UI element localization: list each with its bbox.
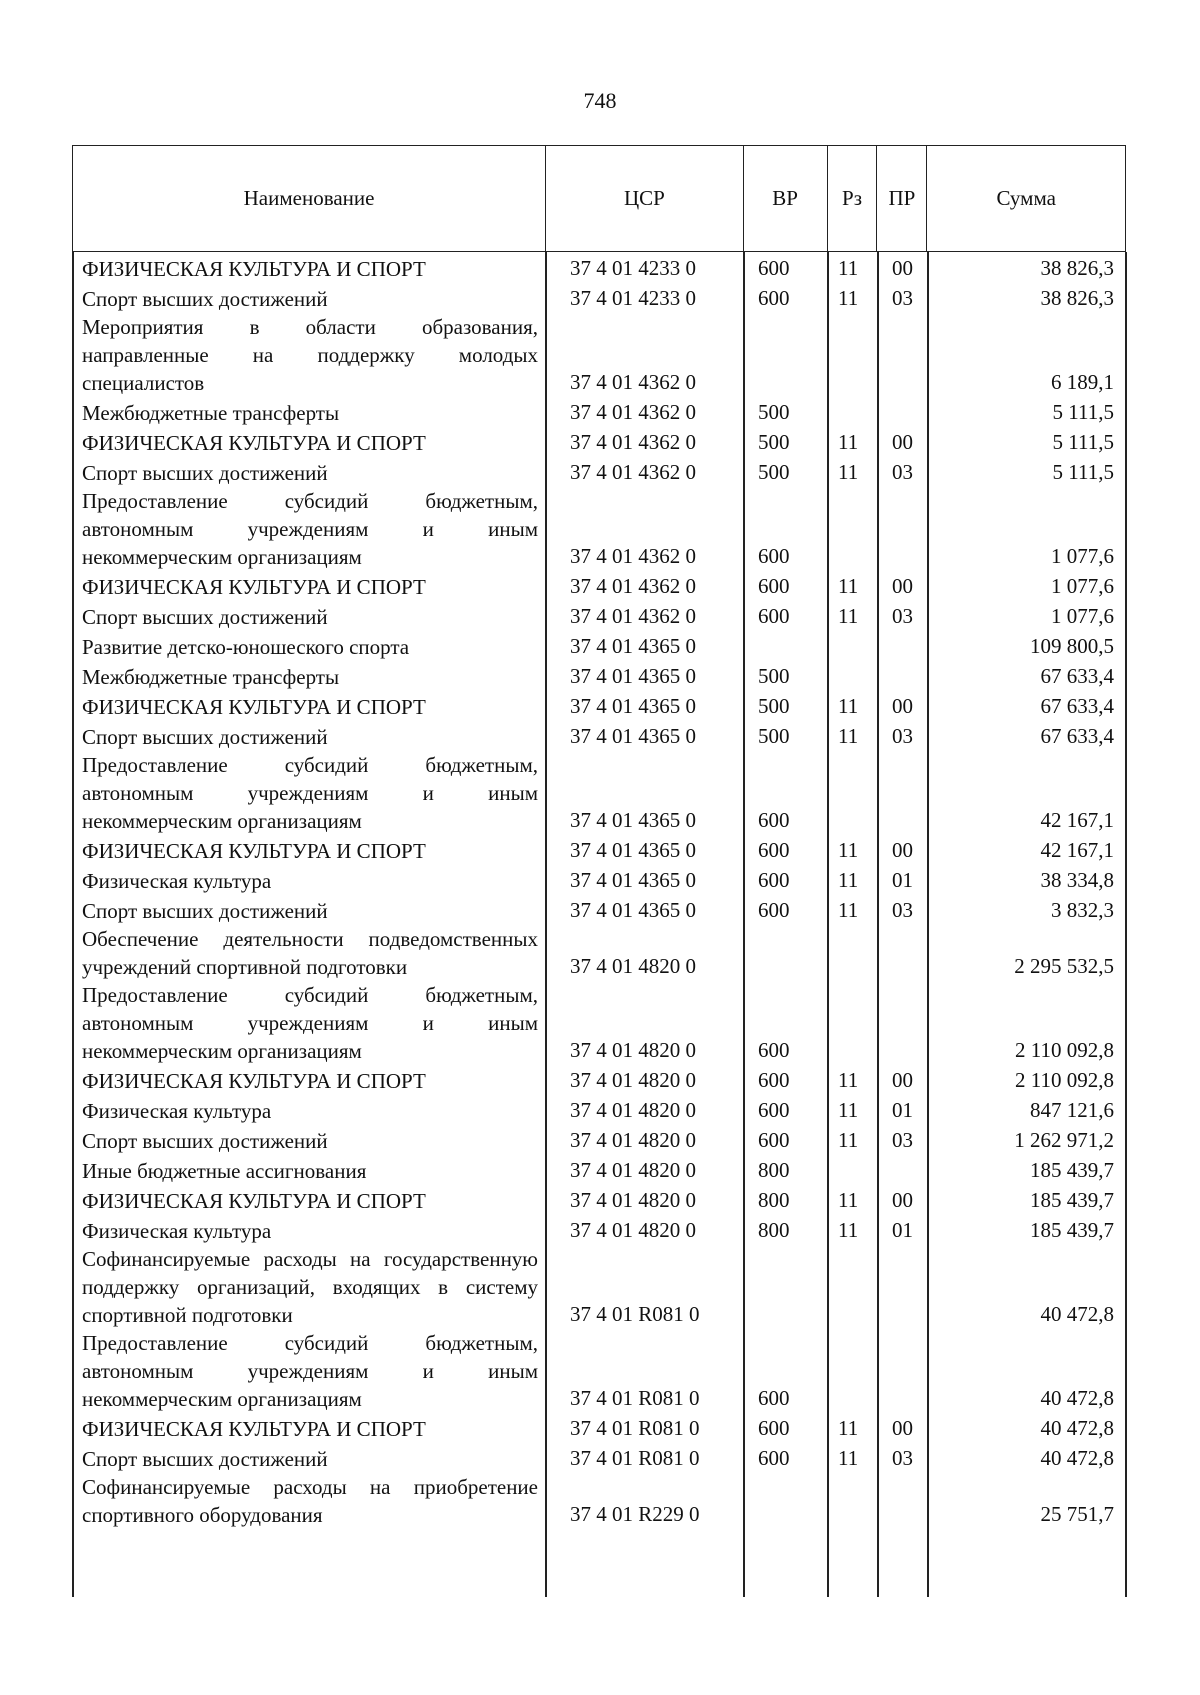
cell-csr: 37 4 01 4365 0 (570, 898, 696, 922)
cell-name: Спорт высших достижений (82, 899, 328, 923)
cell-rz: 11 (838, 1128, 859, 1152)
cell-pr: 00 (892, 430, 913, 454)
table-row (72, 397, 1126, 427)
cell-name: Предоставление субсидий бюджетным, автономным учреждениям и иным некоммерческим организациям (82, 489, 538, 569)
cell-name: Предоставление субсидий бюджетным, автономным учреждениям и иным некоммерческим организациям (82, 983, 538, 1063)
cell-csr: 37 4 01 4820 0 (570, 1068, 696, 1092)
cell-rz: 11 (838, 286, 859, 310)
table-row (72, 457, 1126, 487)
cell-name: ФИЗИЧЕСКАЯ КУЛЬТУРА И СПОРТ (82, 1417, 426, 1441)
table-row (72, 601, 1126, 631)
table-row (72, 571, 1126, 601)
cell-vr: 600 (758, 1128, 790, 1152)
table-header (72, 145, 1126, 252)
cell-vr: 600 (758, 1416, 790, 1440)
cell-rz: 11 (838, 604, 859, 628)
cell-rz: 11 (838, 574, 859, 598)
cell-name: Развитие детско-юношеского спорта (82, 635, 410, 659)
cell-name: ФИЗИЧЕСКАЯ КУЛЬТУРА И СПОРТ (82, 695, 426, 719)
cell-name: Спорт высших достижений (82, 1129, 328, 1153)
page-number: 748 (583, 88, 617, 113)
cell-sum: 38 826,3 (1040, 256, 1114, 280)
cell-pr: 03 (892, 1446, 913, 1470)
cell-vr: 600 (758, 1068, 790, 1092)
cell-name: Предоставление субсидий бюджетным, автономным учреждениям и иным некоммерческим организациям (82, 1331, 538, 1411)
cell-pr: 03 (892, 604, 913, 628)
cell-name: Предоставление субсидий бюджетным, автономным учреждениям и иным некоммерческим организациям (82, 753, 538, 833)
cell-vr: 600 (758, 1038, 790, 1062)
cell-name: Спорт высших достижений (82, 1447, 328, 1471)
cell-csr: 37 4 01 4365 0 (570, 838, 696, 862)
header-rz: Рз (828, 146, 878, 251)
cell-vr: 500 (758, 664, 790, 688)
cell-name: Спорт высших достижений (82, 725, 328, 749)
cell-vr: 800 (758, 1188, 790, 1212)
cell-csr: 37 4 01 4362 0 (570, 430, 696, 454)
cell-sum: 5 111,5 (1052, 430, 1114, 454)
table-row (72, 1443, 1126, 1473)
table-row (72, 1473, 1126, 1529)
cell-sum: 5 111,5 (1052, 400, 1114, 424)
cell-csr: 37 4 01 R081 0 (570, 1386, 700, 1410)
table-row (72, 427, 1126, 457)
cell-csr: 37 4 01 4820 0 (570, 1098, 696, 1122)
cell-csr: 37 4 01 4233 0 (570, 286, 696, 310)
cell-sum: 185 439,7 (1030, 1158, 1114, 1182)
table-row (72, 691, 1126, 721)
cell-vr: 800 (758, 1158, 790, 1182)
cell-name: Софинансируемые расходы на государственную поддержку организаций, входящих в систему спортивной подготовки (82, 1247, 538, 1327)
cell-name: ФИЗИЧЕСКАЯ КУЛЬТУРА И СПОРТ (82, 839, 426, 863)
cell-sum: 185 439,7 (1030, 1188, 1114, 1212)
cell-sum: 40 472,8 (1040, 1302, 1114, 1326)
cell-sum: 3 832,3 (1051, 898, 1114, 922)
cell-csr: 37 4 01 4362 0 (570, 460, 696, 484)
cell-sum: 25 751,7 (1040, 1502, 1114, 1526)
cell-sum: 185 439,7 (1030, 1218, 1114, 1242)
cell-pr: 01 (892, 1098, 913, 1122)
cell-csr: 37 4 01 R229 0 (570, 1502, 700, 1526)
cell-rz: 11 (838, 1098, 859, 1122)
cell-sum: 40 472,8 (1040, 1386, 1114, 1410)
cell-vr: 600 (758, 1098, 790, 1122)
cell-csr: 37 4 01 4365 0 (570, 694, 696, 718)
table-row (72, 1245, 1126, 1329)
cell-pr: 01 (892, 868, 913, 892)
cell-name: Межбюджетные трансферты (82, 665, 340, 689)
cell-vr: 600 (758, 808, 790, 832)
table-row (72, 253, 1126, 283)
cell-sum: 1 262 971,2 (1014, 1128, 1114, 1152)
table-row (72, 661, 1126, 691)
table-body (72, 253, 1126, 1529)
cell-sum: 40 472,8 (1040, 1416, 1114, 1440)
cell-pr: 03 (892, 460, 913, 484)
table-row (72, 835, 1126, 865)
table-row (72, 283, 1126, 313)
table-row (72, 1413, 1126, 1443)
cell-rz: 11 (838, 898, 859, 922)
cell-csr: 37 4 01 4365 0 (570, 724, 696, 748)
cell-sum: 2 110 092,8 (1015, 1038, 1114, 1062)
table-row (72, 1185, 1126, 1215)
cell-pr: 01 (892, 1218, 913, 1242)
cell-vr: 500 (758, 460, 790, 484)
cell-sum: 2 110 092,8 (1015, 1068, 1114, 1092)
cell-rz: 11 (838, 838, 859, 862)
cell-sum: 109 800,5 (1030, 634, 1114, 658)
cell-sum: 42 167,1 (1040, 838, 1114, 862)
header-name: Наименование (73, 146, 546, 251)
cell-csr: 37 4 01 4365 0 (570, 634, 696, 658)
cell-csr: 37 4 01 R081 0 (570, 1302, 700, 1326)
cell-name: ФИЗИЧЕСКАЯ КУЛЬТУРА И СПОРТ (82, 575, 426, 599)
table-row (72, 895, 1126, 925)
cell-name: Спорт высших достижений (82, 605, 328, 629)
table-row (72, 1215, 1126, 1245)
cell-vr: 600 (758, 574, 790, 598)
header-csr: ЦСР (546, 146, 744, 251)
cell-name: Межбюджетные трансферты (82, 401, 340, 425)
cell-vr: 500 (758, 400, 790, 424)
cell-vr: 600 (758, 286, 790, 310)
cell-pr: 00 (892, 1188, 913, 1212)
table-row (72, 1125, 1126, 1155)
cell-csr: 37 4 01 4362 0 (570, 604, 696, 628)
table-row (72, 721, 1126, 751)
cell-vr: 800 (758, 1218, 790, 1242)
cell-rz: 11 (838, 1068, 859, 1092)
cell-name: Спорт высших достижений (82, 287, 328, 311)
table-row (72, 1065, 1126, 1095)
cell-sum: 67 633,4 (1040, 724, 1114, 748)
cell-sum: 847 121,6 (1030, 1098, 1114, 1122)
cell-csr: 37 4 01 4365 0 (570, 664, 696, 688)
cell-vr: 600 (758, 1386, 790, 1410)
table-row (72, 751, 1126, 835)
cell-csr: 37 4 01 4820 0 (570, 1218, 696, 1242)
cell-csr: 37 4 01 4362 0 (570, 574, 696, 598)
cell-sum: 42 167,1 (1040, 808, 1114, 832)
cell-rz: 11 (838, 694, 859, 718)
cell-pr: 03 (892, 724, 913, 748)
table-row (72, 981, 1126, 1065)
cell-name: Физическая культура (82, 1099, 272, 1123)
cell-csr: 37 4 01 4820 0 (570, 1158, 696, 1182)
cell-sum: 6 189,1 (1051, 370, 1114, 394)
cell-sum: 67 633,4 (1040, 694, 1114, 718)
cell-rz: 11 (838, 256, 859, 280)
cell-sum: 2 295 532,5 (1014, 954, 1114, 978)
cell-pr: 00 (892, 574, 913, 598)
cell-sum: 38 826,3 (1040, 286, 1114, 310)
cell-rz: 11 (838, 1446, 859, 1470)
cell-rz: 11 (838, 724, 859, 748)
cell-sum: 1 077,6 (1051, 604, 1114, 628)
cell-name: Мероприятия в области образования, направленные на поддержку молодых специалистов (82, 315, 538, 395)
cell-sum: 67 633,4 (1040, 664, 1114, 688)
cell-name: ФИЗИЧЕСКАЯ КУЛЬТУРА И СПОРТ (82, 1189, 426, 1213)
cell-pr: 03 (892, 1128, 913, 1152)
cell-rz: 11 (838, 1218, 859, 1242)
table-row (72, 313, 1126, 397)
cell-pr: 03 (892, 286, 913, 310)
cell-vr: 500 (758, 694, 790, 718)
cell-vr: 600 (758, 544, 790, 568)
cell-name: ФИЗИЧЕСКАЯ КУЛЬТУРА И СПОРТ (82, 431, 426, 455)
cell-name: Иные бюджетные ассигнования (82, 1159, 367, 1183)
cell-vr: 600 (758, 838, 790, 862)
cell-vr: 600 (758, 256, 790, 280)
cell-pr: 00 (892, 1416, 913, 1440)
cell-rz: 11 (838, 460, 859, 484)
cell-csr: 37 4 01 4362 0 (570, 400, 696, 424)
cell-name: Спорт высших достижений (82, 461, 328, 485)
cell-pr: 00 (892, 1068, 913, 1092)
cell-rz: 11 (838, 1188, 859, 1212)
cell-vr: 500 (758, 430, 790, 454)
cell-name: Физическая культура (82, 1219, 272, 1243)
cell-csr: 37 4 01 4365 0 (570, 868, 696, 892)
cell-csr: 37 4 01 4362 0 (570, 544, 696, 568)
table-row (72, 1155, 1126, 1185)
cell-rz: 11 (838, 868, 859, 892)
cell-pr: 00 (892, 694, 913, 718)
cell-csr: 37 4 01 4365 0 (570, 808, 696, 832)
cell-name: ФИЗИЧЕСКАЯ КУЛЬТУРА И СПОРТ (82, 257, 426, 281)
cell-name: ФИЗИЧЕСКАЯ КУЛЬТУРА И СПОРТ (82, 1069, 426, 1093)
table-row (72, 925, 1126, 981)
table-row (72, 1329, 1126, 1413)
cell-pr: 03 (892, 898, 913, 922)
cell-name: Физическая культура (82, 869, 272, 893)
cell-rz: 11 (838, 430, 859, 454)
cell-csr: 37 4 01 4820 0 (570, 954, 696, 978)
table-row (72, 631, 1126, 661)
cell-name: Обеспечение деятельности подведомственных учреждений спортивной подготовки (82, 927, 538, 979)
cell-csr: 37 4 01 4820 0 (570, 1038, 696, 1062)
table-row (72, 1095, 1126, 1125)
cell-vr: 600 (758, 1446, 790, 1470)
cell-csr: 37 4 01 R081 0 (570, 1446, 700, 1470)
cell-sum: 1 077,6 (1051, 574, 1114, 598)
cell-vr: 600 (758, 868, 790, 892)
cell-sum: 5 111,5 (1052, 460, 1114, 484)
cell-vr: 500 (758, 724, 790, 748)
cell-sum: 40 472,8 (1040, 1446, 1114, 1470)
cell-vr: 600 (758, 898, 790, 922)
cell-sum: 38 334,8 (1040, 868, 1114, 892)
cell-csr: 37 4 01 4820 0 (570, 1188, 696, 1212)
table-row (72, 865, 1126, 895)
header-pr: ПР (877, 146, 927, 251)
cell-csr: 37 4 01 R081 0 (570, 1416, 700, 1440)
cell-pr: 00 (892, 256, 913, 280)
cell-rz: 11 (838, 1416, 859, 1440)
table-row (72, 487, 1126, 571)
cell-csr: 37 4 01 4362 0 (570, 370, 696, 394)
cell-vr: 600 (758, 604, 790, 628)
cell-sum: 1 077,6 (1051, 544, 1114, 568)
header-sum: Сумма (996, 186, 1056, 210)
header-vr: ВР (744, 146, 828, 251)
cell-csr: 37 4 01 4233 0 (570, 256, 696, 280)
cell-pr: 00 (892, 838, 913, 862)
cell-name: Софинансируемые расходы на приобретение спортивного оборудования (82, 1475, 538, 1527)
cell-csr: 37 4 01 4820 0 (570, 1128, 696, 1152)
